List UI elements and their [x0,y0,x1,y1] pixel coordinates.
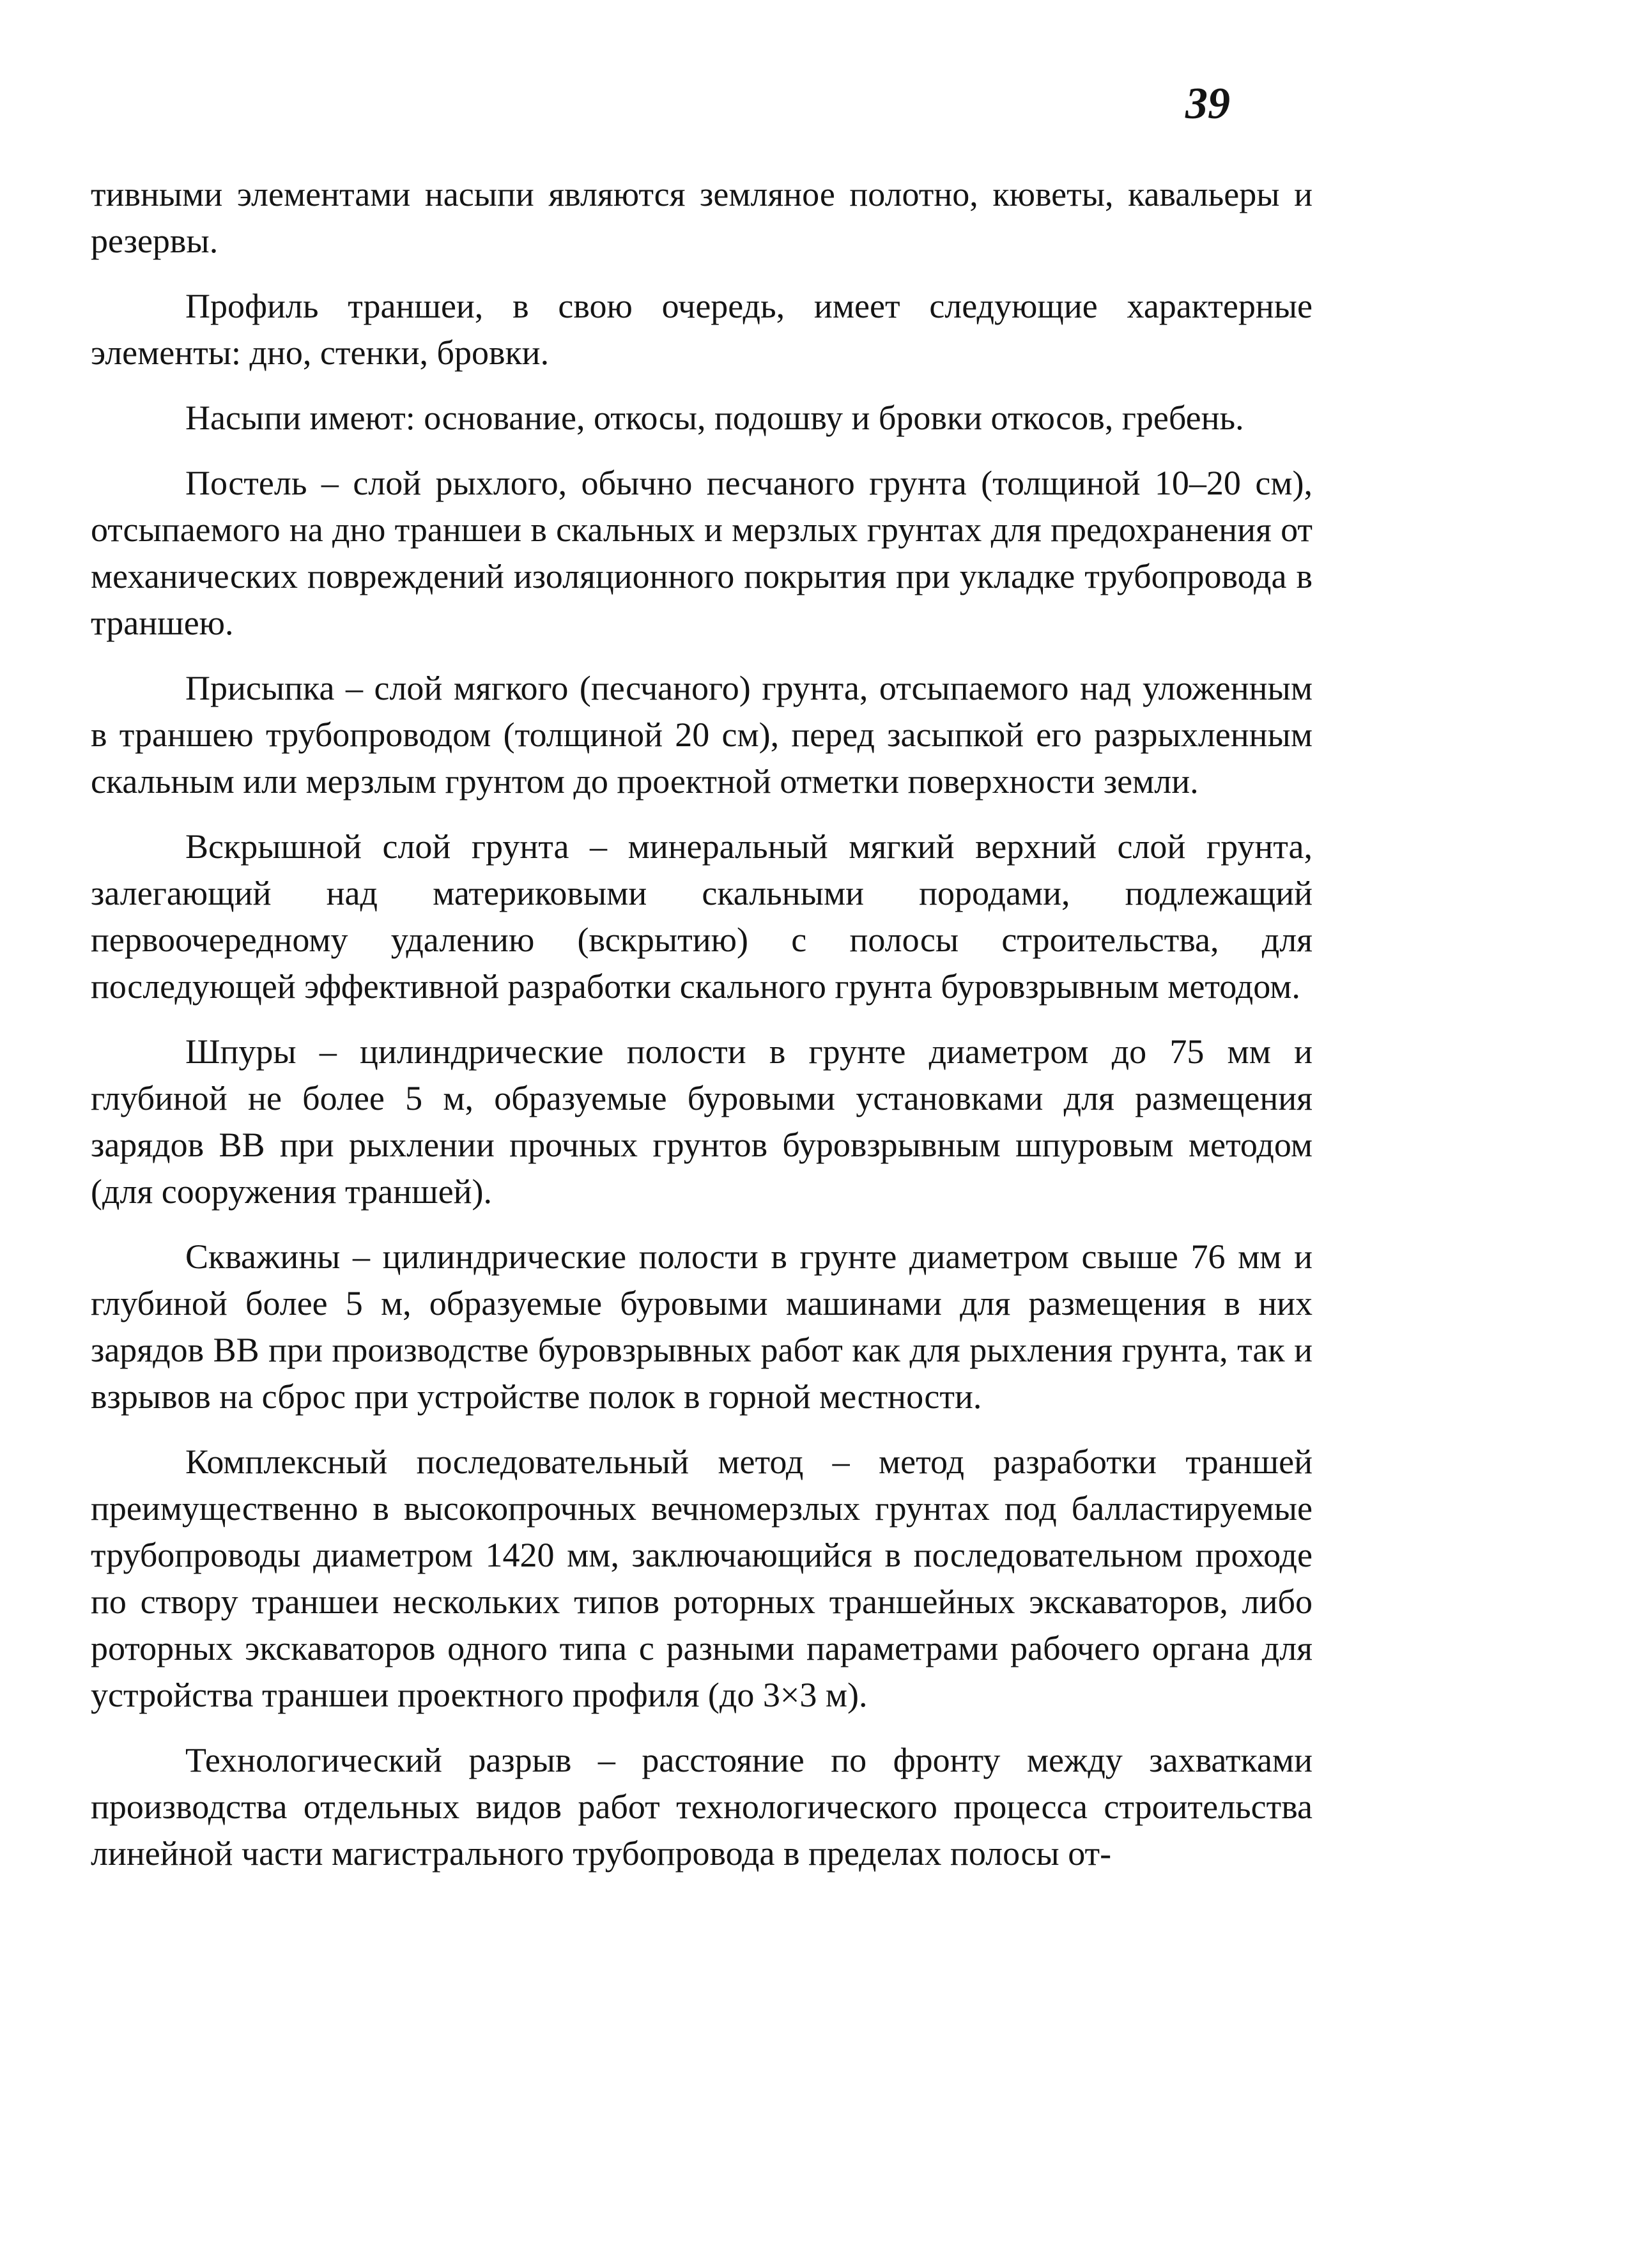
body-text [91,171,1313,1877]
paragraph-trench-profile: Профиль траншеи, в свою очередь, имеет следующие характерные элементы: дно, стенки, бровки. [91,287,1313,372]
paragraph-technological-gap: Технологический разрыв – расстояние по фронту между захватками производства отдельных видов работ технологического процесса строительства линейной части магистрального трубопровода в пределах полосы от- [91,1741,1313,1873]
paragraph-embankments: Насыпи имеют: основание, откосы, подошву и бровки откосов, гребень. [185,399,1244,437]
paragraph-bedding: Постель – слой рыхлого, обычно песчаного грунта (толщиной 10–20 см), отсыпаемого на дно траншеи в скальных и мерзлых грунтах для предохранения от механических повреждений изоляционного покрытия при укладке трубопровода в траншею. [91,464,1313,642]
paragraph-complex-method: Комплексный последовательный метод – метод разработки траншей преимущественно в высокопрочных вечномерзлых грунтах под балластируемые трубопроводы диаметром 1420 мм, заключающийся в последовательном проходе по створу траншеи нескольких типов роторных траншейных экскаваторов, либо роторных экскаваторов одного типа с разными параметрами рабочего органа для устройства траншеи проектного профиля (до 3×3 м). [91,1443,1313,1714]
paragraph-overburden: Вскрышной слой грунта – минеральный мягкий верхний слой грунта, залегающий над материковыми скальными породами, подлежащий первоочередному удалению (вскрытию) с полосы строительства, для последующей эффективной разработки скального грунта буровзрывным методом. [91,827,1313,1006]
paragraph-boreholes-small: Шпуры – цилиндрические полости в грунте диаметром до 75 мм и глубиной не более 5 м, образуемые буровыми установками для размещения зарядов ВВ при рыхлении прочных грунтов буровзрывным шпуровым методом (для сооружения траншей). [91,1032,1313,1211]
paragraph-continuation: тивными элементами насыпи являются земляное полотно, кюветы, кавальеры и резервы. [91,175,1313,260]
paragraph-wells: Скважины – цилиндрические полости в грунте диаметром свыше 76 мм и глубиной более 5 м, образуемые буровыми машинами для размещения в них зарядов ВВ при производстве буровзрывных работ как для рыхления грунта, так и взрывов на сброс при устройстве полок в горной местности. [91,1237,1313,1416]
page-number: 39 [1185,79,1230,128]
paragraph-backfill-padding: Присыпка – слой мягкого (песчаного) грунта, отсыпаемого над уложенным в траншею трубопроводом (толщиной 20 см), перед засыпкой его разрыхленным скальным или мерзлым грунтом до проектной отметки поверхности земли. [91,669,1313,801]
